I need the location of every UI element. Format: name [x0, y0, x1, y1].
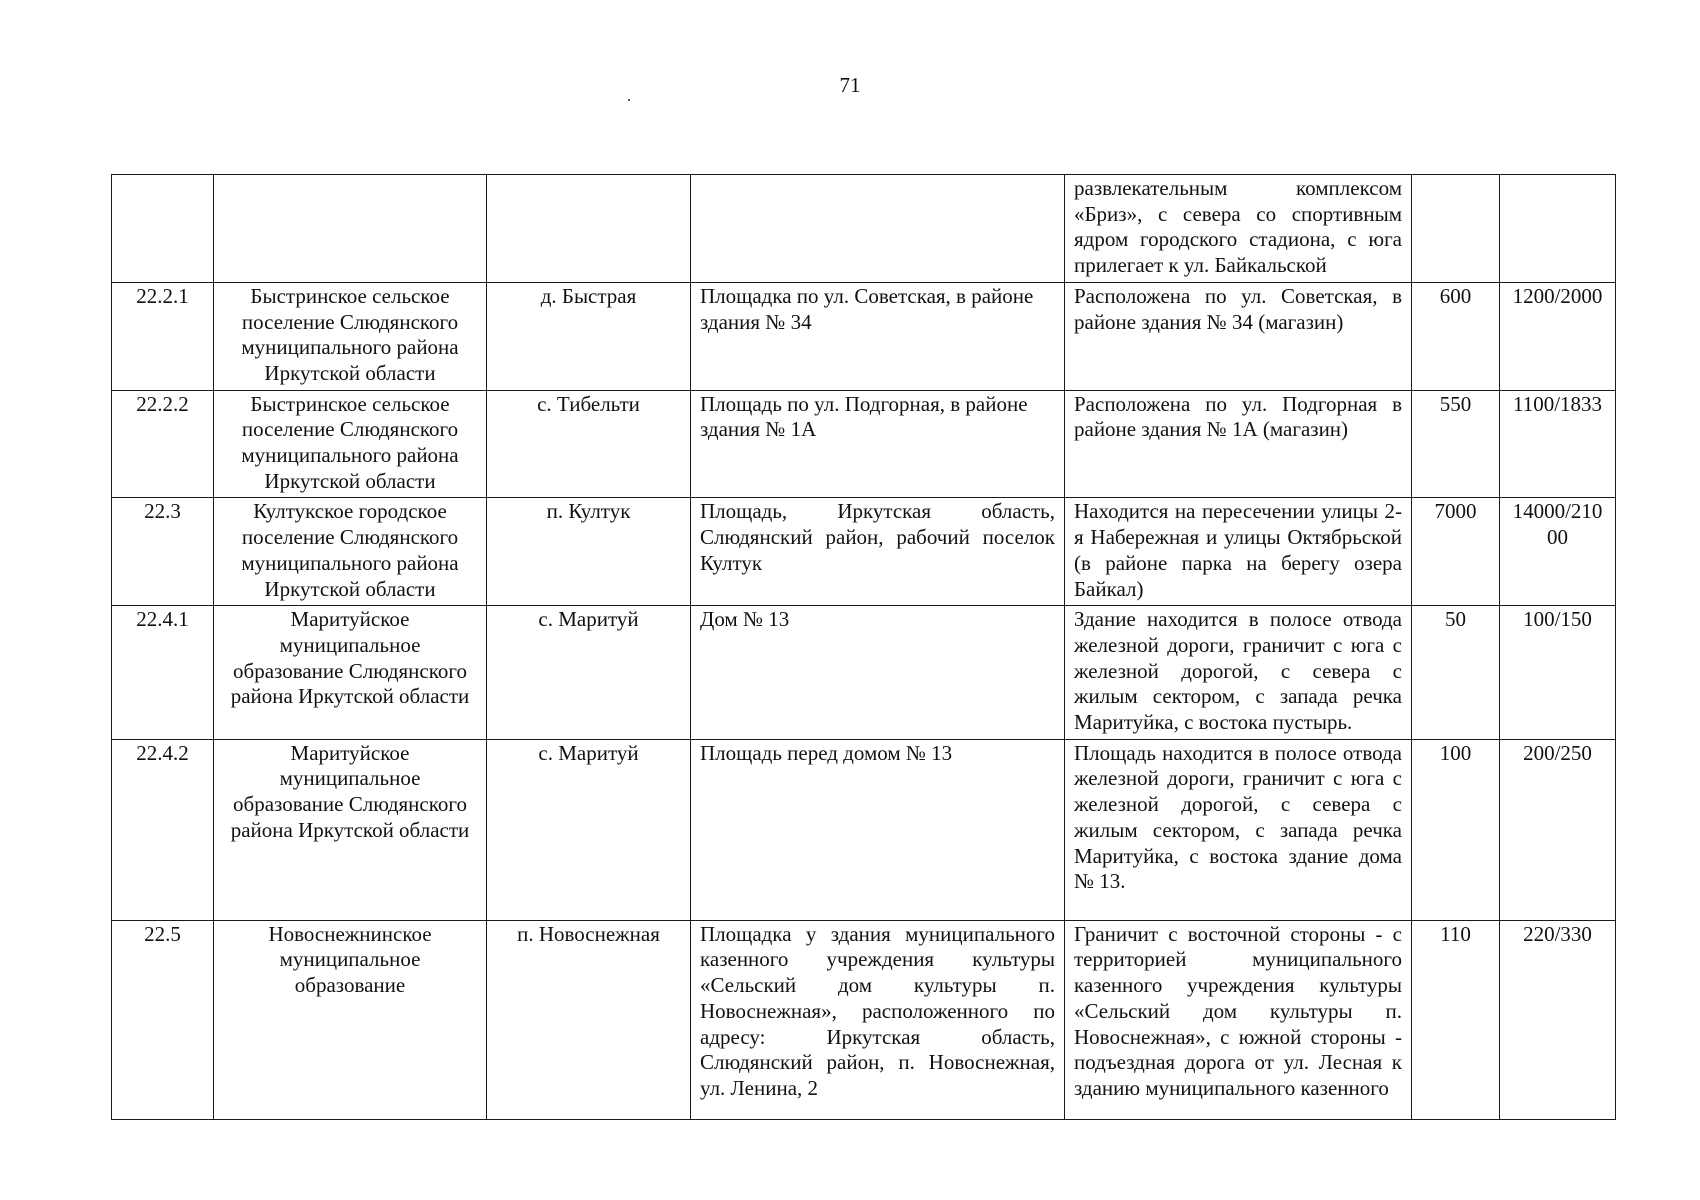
settlement-cell: д. Быстрая	[487, 282, 691, 390]
row-number-cell: 22.5	[112, 920, 214, 1119]
page-number: 71	[839, 73, 861, 97]
capacity-cell: 1200/2000	[1500, 282, 1616, 390]
location-cell: Расположена по ул. Подгорная в районе здания № 1А (магазин)	[1065, 390, 1412, 498]
place-cell: Площадь, Иркутская область, Слюдянский район, рабочий поселок Култук	[691, 498, 1065, 606]
table-row	[112, 920, 1616, 1119]
location-cell: Граничит с восточной стороны - с территорией муниципального казенного учреждения культуры «Сельский дом культуры п. Новоснежная», с южной стороны - подъездная дорога от ул. Лесная к зданию муниципального казенного	[1065, 920, 1412, 1119]
settlement-cell: п. Култук	[487, 498, 691, 606]
municipality-cell: Маритуйское муниципальное образование Слюдянского района Иркутской области	[214, 606, 487, 740]
municipality-cell	[214, 175, 487, 283]
place-cell	[691, 175, 1065, 283]
location-cell: развлекательным комплексом «Бриз», с севера со спортивным ядром городского стадиона, с юга прилегает к ул. Байкальской	[1065, 175, 1412, 283]
settlement-cell: п. Новоснежная	[487, 920, 691, 1119]
location-cell: Находится на пересечении улицы 2-я Набережная и улицы Октябрьской (в районе парка на берегу озера Байкал)	[1065, 498, 1412, 606]
table-row	[112, 498, 1616, 606]
scan-artifact-dot	[628, 99, 630, 101]
settlements-table	[111, 174, 1616, 1120]
location-cell: Расположена по ул. Советская, в районе здания № 34 (магазин)	[1065, 282, 1412, 390]
row-number-cell: 22.3	[112, 498, 214, 606]
table-row	[112, 606, 1616, 740]
location-cell: Площадь находится в полосе отвода железной дороги, граничит с юга с железной дорогой, с севера с жилым сектором, с запада речка Маритуйка, с востока здание дома № 13.	[1065, 739, 1412, 920]
area-cell: 50	[1412, 606, 1500, 740]
settlement-cell: с. Тибельти	[487, 390, 691, 498]
row-number-cell: 22.4.1	[112, 606, 214, 740]
table-row	[112, 390, 1616, 498]
capacity-cell: 220/330	[1500, 920, 1616, 1119]
capacity-cell: 1100/1833	[1500, 390, 1616, 498]
settlement-cell	[487, 175, 691, 283]
place-cell: Дом № 13	[691, 606, 1065, 740]
municipality-cell: Быстринское сельское поселение Слюдянского муниципального района Иркутской области	[214, 282, 487, 390]
area-cell: 110	[1412, 920, 1500, 1119]
place-cell: Площадка у здания муниципального казенного учреждения культуры «Сельский дом культуры п. Новоснежная», расположенного по адресу: Иркутская область, Слюдянский район, п. Новоснежная, ул. Ленина, 2	[691, 920, 1065, 1119]
area-cell: 7000	[1412, 498, 1500, 606]
area-cell: 550	[1412, 390, 1500, 498]
table-row	[112, 282, 1616, 390]
area-cell	[1412, 175, 1500, 283]
municipality-cell: Быстринское сельское поселение Слюдянского муниципального района Иркутской области	[214, 390, 487, 498]
table-row	[112, 175, 1616, 283]
table-row	[112, 739, 1616, 920]
row-number-cell	[112, 175, 214, 283]
municipality-cell: Маритуйское муниципальное образование Слюдянского района Иркутской области	[214, 739, 487, 920]
place-cell: Площадь перед домом № 13	[691, 739, 1065, 920]
place-cell: Площадь по ул. Подгорная, в районе здания № 1А	[691, 390, 1065, 498]
place-cell: Площадка по ул. Советская, в районе здания № 34	[691, 282, 1065, 390]
area-cell: 100	[1412, 739, 1500, 920]
capacity-cell: 14000/21000	[1500, 498, 1616, 606]
capacity-cell	[1500, 175, 1616, 283]
location-cell: Здание находится в полосе отвода железной дороги, граничит с юга с железной дорогой, с севера с жилым сектором, с запада речка Маритуйка, с востока пустырь.	[1065, 606, 1412, 740]
municipality-cell: Новоснежнинское муниципальное образование	[214, 920, 487, 1119]
municipality-cell: Култукское городское поселение Слюдянского муниципального района Иркутской области	[214, 498, 487, 606]
capacity-cell: 100/150	[1500, 606, 1616, 740]
capacity-cell: 200/250	[1500, 739, 1616, 920]
row-number-cell: 22.2.1	[112, 282, 214, 390]
area-cell: 600	[1412, 282, 1500, 390]
settlement-cell: с. Маритуй	[487, 606, 691, 740]
row-number-cell: 22.2.2	[112, 390, 214, 498]
row-number-cell: 22.4.2	[112, 739, 214, 920]
settlement-cell: с. Маритуй	[487, 739, 691, 920]
